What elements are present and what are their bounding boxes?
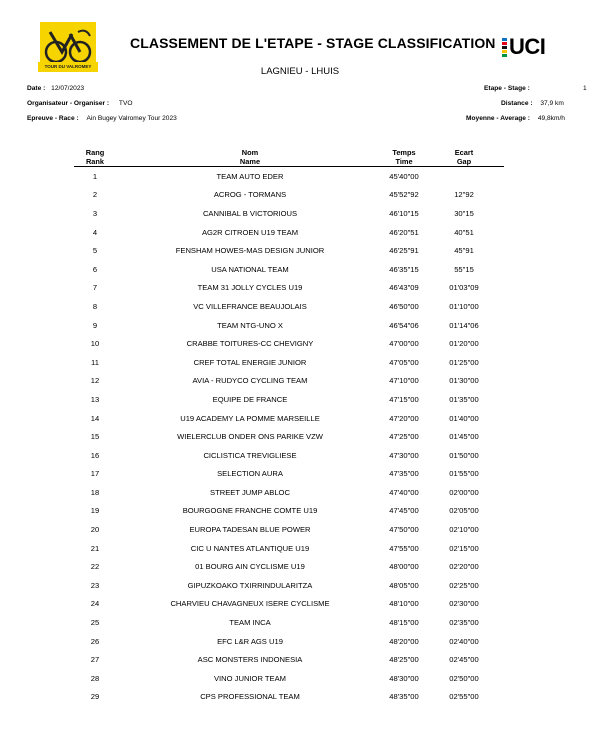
rank-cell: 5: [92, 246, 98, 256]
gap-cell: 02'30"00: [449, 599, 479, 609]
time-cell: 48'05"00: [389, 580, 419, 590]
table-row: [74, 632, 504, 651]
gap-cell: 01'25"00: [449, 357, 479, 367]
meta-stage: [484, 85, 530, 92]
gap-cell: 02'40"00: [449, 636, 479, 646]
meta-race-value: Ain Bugey Valromey Tour 2023: [86, 115, 177, 122]
meta-distance-value: 37,9 km: [540, 100, 564, 107]
rank-cell: 28: [90, 673, 100, 683]
gap-cell: 01'14"06: [449, 320, 479, 330]
meta-average-value: 49,8km/h: [537, 115, 565, 122]
rank-header-fr: Rang: [85, 148, 105, 157]
classification-table: [74, 144, 504, 706]
gap-header-fr: Ecart: [454, 148, 474, 157]
table-row: [74, 223, 504, 242]
gap-cell: 02'55"00: [449, 692, 479, 702]
gap-cell: 55"15: [454, 264, 474, 274]
table-row: [74, 372, 504, 391]
table-row: [74, 446, 504, 465]
table-row: [74, 520, 504, 539]
meta-date-value: 12/07/2023: [51, 85, 85, 92]
rank-header-en: Rank: [85, 156, 105, 166]
table-row: [74, 353, 504, 372]
team-name-cell: EQUIPE DE FRANCE: [212, 394, 288, 404]
rank-cell: 8: [92, 301, 98, 311]
gap-cell: 02'25"00: [449, 580, 479, 590]
table-row: [74, 334, 504, 353]
table-row: [74, 557, 504, 576]
team-name-cell: ASC MONSTERS INDONESIA: [197, 655, 303, 665]
rank-cell: 16: [90, 450, 100, 460]
table-row: [74, 483, 504, 502]
uci-wordmark: UCI: [509, 34, 546, 59]
time-cell: 45'52"92: [389, 190, 419, 200]
table-row: [74, 539, 504, 558]
team-name-cell: EFC L&R AGS U19: [217, 636, 283, 646]
team-name-cell: WIELERCLUB ONDER ONS PARIKE VZW: [177, 432, 323, 442]
team-name-cell: CANNIBAL B VICTORIOUS: [202, 208, 298, 218]
rank-cell: 18: [90, 487, 100, 497]
meta-stage-label: Etape - Stage :: [484, 85, 530, 92]
rank-cell: 26: [90, 636, 100, 646]
rank-cell: 15: [90, 432, 100, 442]
time-cell: 46'43"09: [389, 283, 419, 293]
team-name-cell: VINO JUNIOR TEAM: [213, 673, 286, 683]
time-cell: 46'10"15: [389, 208, 419, 218]
rank-cell: 10: [90, 339, 100, 349]
gap-cell: 02'05"00: [449, 506, 479, 516]
team-name-cell: SELECTION AURA: [217, 469, 283, 479]
time-cell: 47'25"00: [389, 432, 419, 442]
rank-cell: 11: [91, 357, 99, 367]
gap-cell: 01'55"00: [449, 469, 479, 479]
time-cell: 48'25"00: [389, 655, 419, 665]
team-name-cell: STREET JUMP ABLOC: [210, 487, 290, 497]
rank-cell: 22: [90, 562, 100, 572]
time-cell: 47'55"00: [389, 543, 419, 553]
time-cell: 48'15"00: [389, 618, 419, 628]
table-row: [74, 260, 504, 279]
time-cell: 46'25"91: [389, 246, 419, 256]
time-cell: 46'35"15: [389, 264, 419, 274]
rank-cell: 14: [90, 413, 100, 423]
rank-cell: 7: [92, 283, 98, 293]
gap-cell: 01'45"00: [449, 432, 479, 442]
gap-cell: 30"15: [454, 208, 474, 218]
team-name-cell: USA NATIONAL TEAM: [211, 264, 289, 274]
table-row: [74, 390, 504, 409]
rank-cell: 23: [90, 580, 100, 590]
stage-route: LAGNIEU - LHUIS: [260, 66, 340, 77]
time-cell: 47'50"00: [389, 525, 419, 535]
rank-cell: 27: [90, 655, 100, 665]
team-name-cell: CHARVIEU CHAVAGNEUX ISERE CYCLISME: [170, 599, 330, 609]
time-cell: 47'05"00: [389, 357, 419, 367]
time-cell: 46'20"51: [389, 227, 419, 237]
time-cell: 47'30"00: [389, 450, 419, 460]
team-name-cell: FENSHAM HOWES-MAS DESIGN JUNIOR: [175, 246, 325, 256]
time-header-en: Time: [395, 156, 413, 166]
gap-cell: 02'10"00: [449, 525, 479, 535]
time-cell: 48'30"00: [389, 673, 419, 683]
rank-cell: 19: [90, 506, 100, 516]
logo-caption: TOUR DU VALROMEY: [38, 62, 98, 72]
rank-cell: 9: [92, 320, 98, 330]
table-row: [74, 613, 504, 632]
time-cell: 45'40"00: [389, 171, 419, 181]
table-header-row: [74, 144, 504, 167]
gap-cell: 02'35"00: [449, 618, 479, 628]
rank-cell: 20: [90, 525, 100, 535]
gap-cell: 01'50"00: [449, 450, 479, 460]
gap-cell: 01'03"09: [449, 283, 479, 293]
time-cell: 48'00"00: [389, 562, 419, 572]
rank-cell: 29: [90, 692, 100, 702]
uci-rainbow-stripes-icon: [502, 38, 507, 57]
team-name-cell: U19 ACADEMY LA POMME MARSEILLE: [180, 413, 320, 423]
table-row: [74, 502, 504, 521]
team-name-cell: VC VILLEFRANCE BEAUJOLAIS: [193, 301, 307, 311]
rank-cell: 1: [92, 171, 98, 181]
gap-header: [424, 144, 504, 167]
page-title: CLASSEMENT DE L'ETAPE - STAGE CLASSIFICATION: [130, 35, 496, 51]
gap-cell: 02'50"00: [449, 673, 479, 683]
time-cell: 46'50"00: [389, 301, 419, 311]
table-row: [74, 427, 504, 446]
time-cell: 47'40"00: [389, 487, 419, 497]
time-cell: 48'35"00: [389, 692, 419, 702]
team-name-cell: AG2R CITROEN U19 TEAM: [201, 227, 299, 237]
uci-logo: [502, 36, 545, 58]
team-name-cell: EUROPA TADESAN BLUE POWER: [189, 525, 311, 535]
gap-cell: 01'20"00: [449, 339, 479, 349]
rank-cell: 21: [90, 543, 100, 553]
meta-organiser: [27, 100, 132, 107]
gap-cell: 01'35"00: [449, 394, 479, 404]
meta-organiser-label: Organisateur - Organiser :: [27, 100, 110, 107]
gap-cell: 01'30"00: [449, 376, 479, 386]
team-name-cell: CICLISTICA TREVIGLIESE: [203, 450, 297, 460]
meta-average: [466, 115, 565, 122]
rank-cell: 17: [90, 469, 100, 479]
meta-distance-label: Distance :: [501, 100, 533, 107]
table-row: [74, 186, 504, 205]
gap-cell: [424, 167, 504, 186]
table-row: [74, 241, 504, 260]
gap-header-en: Gap: [456, 156, 472, 166]
team-name-cell: AVIA - RUDYCO CYCLING TEAM: [192, 376, 308, 386]
meta-average-label: Moyenne - Average :: [466, 115, 530, 122]
table-row: [74, 316, 504, 335]
gap-cell: 02'45"00: [449, 655, 479, 665]
table-row: [74, 576, 504, 595]
meta-date-label: Date :: [27, 85, 46, 92]
time-cell: 47'35"00: [389, 469, 419, 479]
rank-cell: 4: [92, 227, 98, 237]
gap-cell: 40"51: [454, 227, 474, 237]
meta-race: [27, 115, 177, 122]
table-row: [74, 409, 504, 428]
rank-cell: 6: [92, 264, 98, 274]
table-row: [74, 465, 504, 484]
gap-cell: 02'00"00: [449, 487, 479, 497]
team-name-cell: BOURGOGNE FRANCHE COMTE U19: [182, 506, 318, 516]
time-cell: 48'10"00: [389, 599, 419, 609]
rank-cell: 2: [92, 190, 98, 200]
rank-cell: 25: [90, 618, 100, 628]
team-name-cell: CRABBE TOITURES-CC CHEVIGNY: [186, 339, 314, 349]
team-name-cell: TEAM 31 JOLLY CYCLES U19: [197, 283, 303, 293]
time-cell: 47'45"00: [389, 506, 419, 516]
meta-stage-value: 1: [583, 85, 587, 92]
gap-cell: 45"91: [454, 246, 474, 256]
team-name-cell: ACROG - TORMANS: [213, 190, 287, 200]
time-cell: 47'00"00: [389, 339, 419, 349]
team-name-cell: 01 BOURG AIN CYCLISME U19: [195, 562, 305, 572]
team-name-cell: CREF TOTAL ENERGIE JUNIOR: [193, 357, 307, 367]
team-name-cell: GIPUZKOAKO TXIRRINDULARITZA: [187, 580, 313, 590]
table-row: [74, 297, 504, 316]
rank-cell: 12: [90, 376, 100, 386]
rank-cell: 3: [92, 208, 98, 218]
table-row: [74, 595, 504, 614]
time-cell: 48'20"00: [389, 636, 419, 646]
meta-race-label: Epreuve - Race :: [27, 115, 79, 122]
team-name-cell: CPS PROFESSIONAL TEAM: [200, 692, 300, 702]
table-row: [74, 669, 504, 688]
team-name-cell: TEAM AUTO EDER: [216, 171, 284, 181]
rank-header: [74, 144, 116, 167]
team-name-cell: TEAM NTG-UNO X: [217, 320, 283, 330]
meta-distance: [501, 100, 564, 107]
meta-organiser-value: TVO: [118, 100, 133, 107]
meta-date: [27, 85, 84, 92]
time-cell: 46'54"06: [389, 320, 419, 330]
time-cell: 47'10"00: [389, 376, 419, 386]
name-header-fr: Nom: [241, 148, 259, 157]
name-header: [116, 144, 384, 167]
table-row: [74, 688, 504, 707]
time-cell: 47'15"00: [389, 394, 419, 404]
rank-cell: 13: [90, 394, 100, 404]
table-row: [74, 204, 504, 223]
time-header-fr: Temps: [392, 148, 416, 157]
table-row: [74, 167, 504, 186]
time-cell: 47'20"00: [389, 413, 419, 423]
table-row: [74, 279, 504, 298]
gap-cell: 02'20"00: [449, 562, 479, 572]
gap-cell: 01'40"00: [449, 413, 479, 423]
team-name-cell: CIC U NANTES ATLANTIQUE U19: [190, 543, 310, 553]
gap-cell: 02'15"00: [449, 543, 479, 553]
name-header-en: Name: [239, 156, 261, 166]
gap-cell: 01'10"00: [449, 301, 479, 311]
gap-cell: 12"92: [454, 190, 474, 200]
table-row: [74, 650, 504, 669]
rank-cell: 24: [90, 599, 100, 609]
team-name-cell: TEAM INCA: [229, 618, 271, 628]
time-header: [384, 144, 424, 167]
